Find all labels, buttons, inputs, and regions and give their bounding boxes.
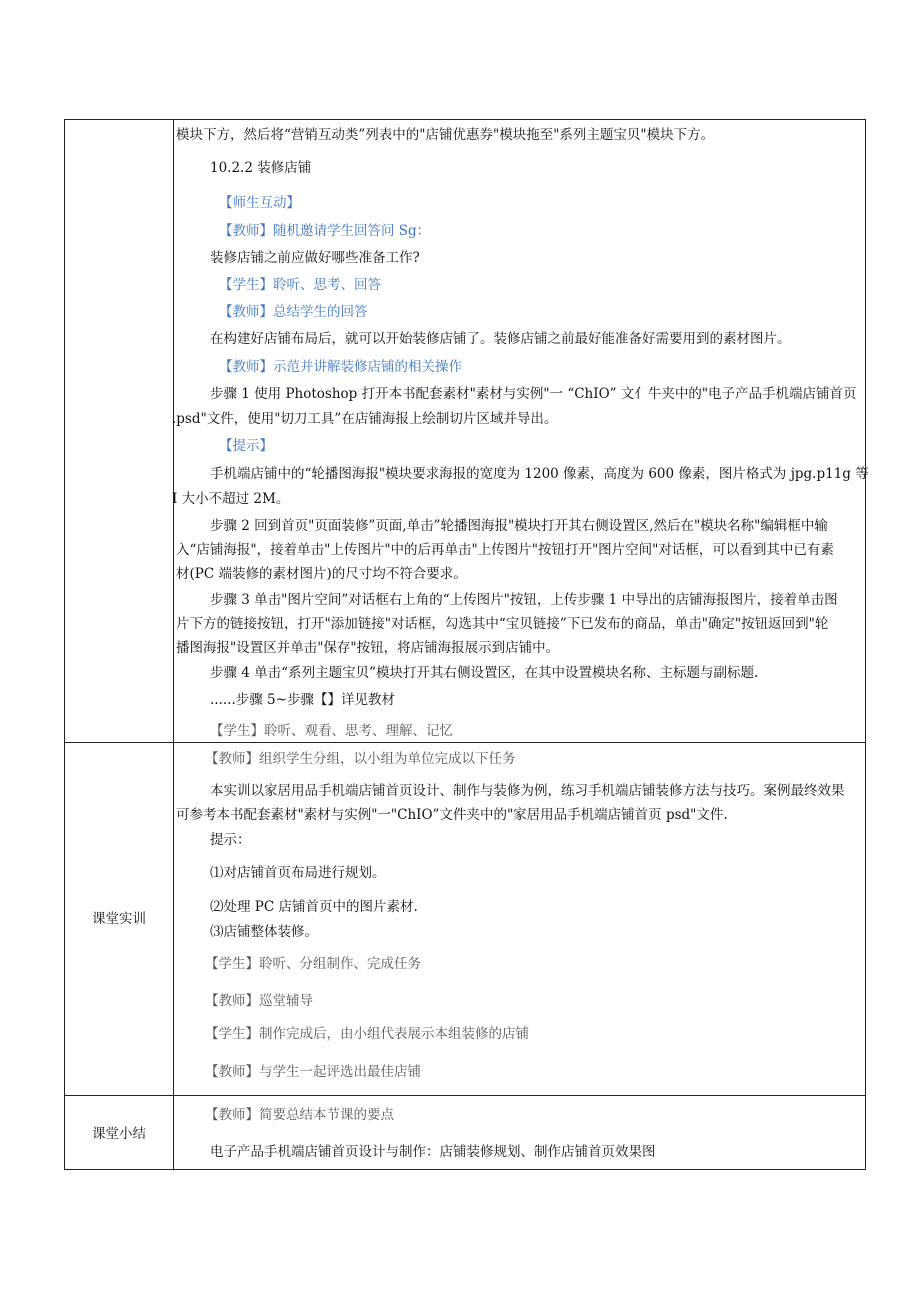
text-line: 【教师】简要总结本节课的要点 <box>205 1107 394 1123</box>
row-label-classroom-summary: 课堂小结 <box>92 1126 146 1142</box>
text-line: ⑴对店铺首页布局进行规划。 <box>210 865 386 881</box>
text-line: 提示： <box>210 832 251 848</box>
text-line: 步骤 1 使用 Photoshop 打开本书配套素材"素材与实例"一 “ChIO” 文亻牛夹中的"电子产品手机端店铺首页 <box>210 386 857 402</box>
text-line: ⑵处理 PC 店铺首页中的图片素材. <box>210 899 418 915</box>
text-line: 片下方的链接按钮，打开"添加链接"对话框，勾选其中“宝贝链接”下已发布的商品，单击"确定"按钮返回到"轮 <box>176 616 829 632</box>
text-line: 模块下方，然后将“营销互动类”列表中的"店铺优惠券"模块拖至"系列主题宝贝"模块下方。 <box>176 127 715 143</box>
text-line: 【师生互动】 <box>219 195 300 211</box>
row-divider <box>65 1095 865 1096</box>
text-line: 播图海报"设置区并单击"保存"按钮，将店铺海报展示到店铺中。 <box>176 640 560 656</box>
section-heading: 10.2.2 装修店铺 <box>210 160 312 176</box>
text-line: 步骤 4 单击“系列主题宝贝”模块打开其右侧设置区，在其中设置模块名称、主标题与副标题. <box>210 665 759 681</box>
text-line: 本实训以家居用品手机端店铺首页设计、制作与装修为例，练习手机端店铺装修方法与技巧。案例最终效果 <box>210 783 845 799</box>
text-line: 步骤 2 回到首页"页面装修”页面,单击”轮播图海报"模块打开其右侧设置区,然后在"模块名称"编辑框中输 <box>210 518 828 534</box>
text-line: 可参考本书配套素材"素材与实例"一"ChIO”文件夹中的"家居用品手机端店铺首页 psd"文件. <box>176 807 728 823</box>
text-line: 【教师】示范并讲解装修店铺的相关操作 <box>219 359 462 375</box>
text-line: 【学生】聆听、观看、思考、理解、记忆 <box>210 723 453 739</box>
text-line: .psd"文件，使用"切刀工具”在店铺海报上绘制切片区域并导出。 <box>172 411 558 427</box>
text-line: 【教师】随机邀请学生回答问 Sg： <box>219 223 431 239</box>
text-line: 手机端店铺中的“轮播图海报"模块要求海报的宽度为 1200 像素，高度为 600 像素，图片格式为 jpg.p11g 等 <box>210 466 869 482</box>
lesson-table <box>64 119 869 1170</box>
text-line: I 大小不超过 2M。 <box>172 491 290 507</box>
text-line: 装修店铺之前应做好哪些准备工作? <box>210 250 420 266</box>
text-line: 【教师】巡堂辅导 <box>205 993 313 1009</box>
text-line: 步骤 3 单击"图片空间”对话框右上角的“上传图片"按钮，上传步骤 1 中导出的店铺海报图片，接着单击图 <box>210 592 838 608</box>
text-line: 材(PC 端装修的素材图片)的尺寸均不符合要求。 <box>176 566 467 582</box>
text-line: 【学生】聆听、分组制作、完成任务 <box>205 956 421 972</box>
text-line: 【提示】 <box>219 438 273 454</box>
text-line: 入“店铺海报"，接着单击"上传图片"中的后再单击"上传图片"按钮打开"图片空间"对话框，可以看到其中已有素 <box>176 542 834 558</box>
text-line: 【教师】组织学生分组，以小组为单位完成以下任务 <box>205 751 516 767</box>
text-line: 【学生】聆听、思考、回答 <box>219 277 381 293</box>
text-line: 【教师】与学生一起评选出最佳店铺 <box>205 1064 421 1080</box>
column-divider <box>173 120 174 1169</box>
text-line: ......步骤 5~步骤【】详见教材 <box>210 692 395 708</box>
text-line: ⑶店铺整体装修。 <box>210 924 318 940</box>
text-line: 在构建好店铺布局后，就可以开始装修店铺了。装修店铺之前最好能准备好需要用到的素材图片。 <box>210 331 791 347</box>
text-line: 【学生】制作完成后，由小组代表展示本组装修的店铺 <box>205 1026 529 1042</box>
text-line: 【教师】总结学生的回答 <box>219 304 368 320</box>
text-line: 电子产品手机端店铺首页设计与制作：店铺装修规划、制作店铺首页效果图 <box>210 1144 656 1160</box>
row-divider <box>65 742 865 743</box>
row-label-classroom-practice: 课堂实训 <box>92 911 146 927</box>
